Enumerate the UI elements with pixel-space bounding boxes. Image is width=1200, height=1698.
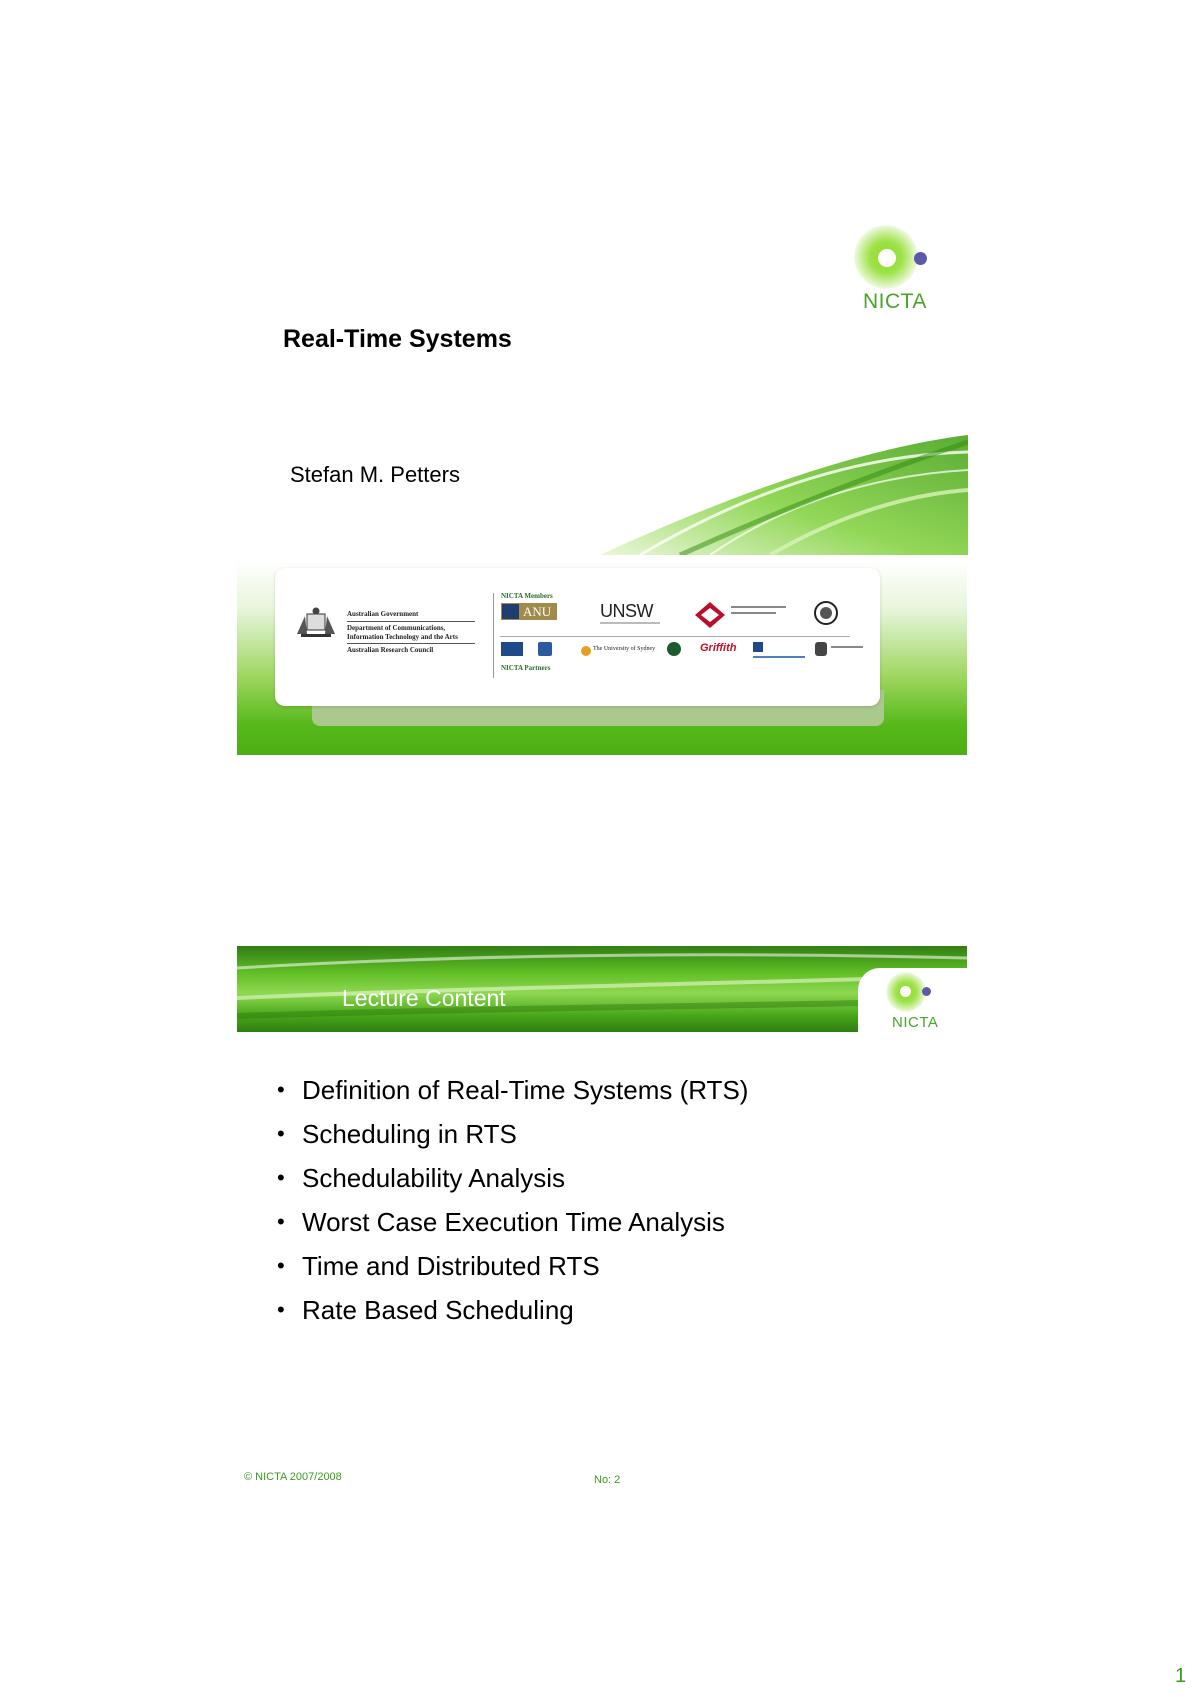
partner-logo-crest-icon <box>538 642 552 656</box>
page-number: 1 <box>1175 1665 1187 1687</box>
slide-title: Real-Time Systems <box>283 325 512 353</box>
lecture-topics-list <box>275 1068 748 1332</box>
bullet-icon: • <box>277 1121 285 1146</box>
list-item <box>275 1156 748 1200</box>
qld-text-line <box>731 606 786 608</box>
nicta-logo-small-wordmark: NICTA <box>892 1014 939 1031</box>
bullet-icon: • <box>277 1253 285 1278</box>
sydney-crest-icon <box>581 646 591 656</box>
list-item <box>275 1200 748 1244</box>
gov-line-2: Department of Communications, <box>347 624 446 632</box>
anu-logo <box>501 603 557 620</box>
horizontal-divider <box>500 636 850 637</box>
anu-text: ANU <box>523 604 552 619</box>
green-swoosh-graphic <box>600 430 968 555</box>
gov-divider <box>347 621 475 622</box>
qld-government-icon <box>693 600 727 630</box>
nicta-logo-small-white-dot <box>900 986 911 997</box>
coat-of-arms-icon <box>295 606 337 642</box>
sponsor-logos-card <box>275 568 880 706</box>
partner-logo-vic-icon <box>501 642 523 656</box>
nicta-logo-small-purple-dot <box>922 987 931 996</box>
nicta-logo-small <box>880 972 960 1032</box>
list-item-text: Time and Distributed RTS <box>302 1251 600 1281</box>
nicta-logo-wordmark: NICTA <box>863 290 927 313</box>
author-name: Stefan M. Petters <box>290 462 460 487</box>
bullet-icon: • <box>277 1165 285 1190</box>
anu-crest-icon <box>502 604 519 619</box>
sydney-uni-text: The University of Sydney <box>593 646 656 652</box>
partner-square-icon <box>753 642 763 652</box>
list-item <box>275 1288 748 1332</box>
footer-slide-number: No: 2 <box>594 1474 621 1486</box>
members-label: NICTA Members <box>501 592 553 600</box>
qld-text-line-2 <box>731 612 776 614</box>
gov-line-1: Australian Government <box>347 610 419 618</box>
gov-line-4: Australian Research Council <box>347 646 434 654</box>
list-item <box>275 1068 748 1112</box>
griffith-logo: Griffith <box>700 642 737 654</box>
unsw-underline <box>600 622 660 624</box>
seal-icon <box>813 600 839 626</box>
nicta-logo <box>848 225 948 320</box>
footer-copyright: © NICTA 2007/2008 <box>244 1471 342 1483</box>
gov-divider-2 <box>347 643 475 644</box>
partner-text-line-2 <box>831 646 863 648</box>
list-item <box>275 1112 748 1156</box>
partner-shield-icon <box>815 642 827 656</box>
bullet-icon: • <box>277 1209 285 1234</box>
lecture-content-title: Lecture Content <box>342 985 506 1011</box>
list-item-text: Definition of Real-Time Systems (RTS) <box>302 1075 749 1105</box>
nicta-logo-purple-dot <box>914 252 927 265</box>
list-item <box>275 1244 748 1288</box>
partner-globe-icon <box>667 642 681 656</box>
partner-text-line <box>753 656 805 658</box>
vertical-divider <box>493 593 494 678</box>
list-item-text: Scheduling in RTS <box>302 1119 517 1149</box>
bullet-icon: • <box>277 1297 285 1322</box>
list-item-text: Rate Based Scheduling <box>302 1295 574 1325</box>
unsw-logo: UNSW <box>600 601 653 621</box>
list-item-text: Schedulability Analysis <box>302 1163 566 1193</box>
gov-line-3: Information Technology and the Arts <box>347 633 458 641</box>
list-item-text: Worst Case Execution Time Analysis <box>302 1207 725 1237</box>
nicta-logo-white-dot <box>878 249 896 267</box>
bullet-icon: • <box>277 1077 285 1102</box>
partners-label: NICTA Partners <box>501 664 551 672</box>
